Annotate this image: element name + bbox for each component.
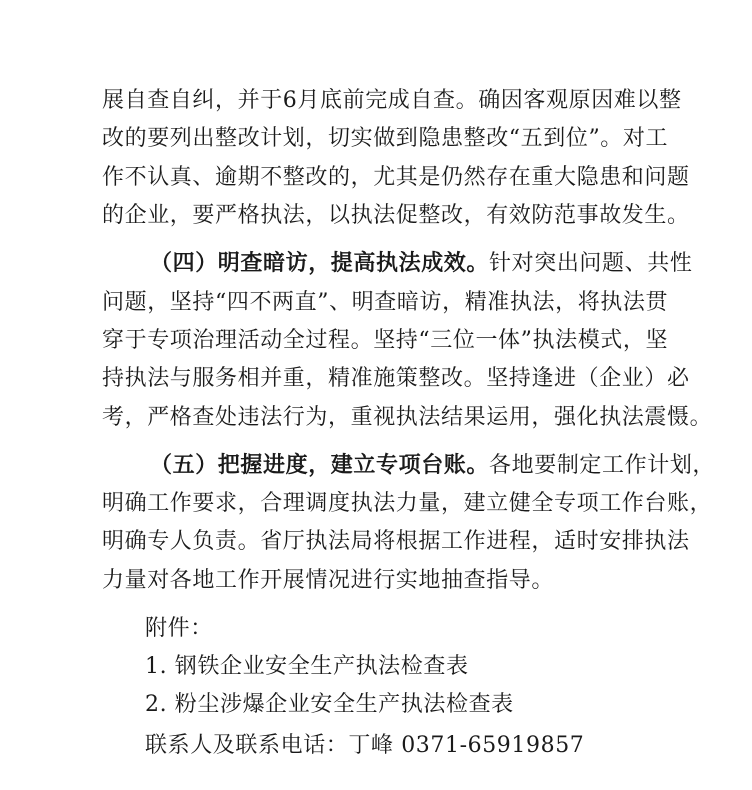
contact-line: 联系人及联系电话：丁峰 0371-65919857 [145, 733, 585, 758]
section-4-first-line [150, 248, 692, 279]
section-5-first-line [150, 450, 715, 481]
paragraph-line: 明确专人负责。省厅执法局将根据工作进程，适时安排执法 [102, 529, 690, 554]
paragraph-line: 考，严格查处违法行为，重视执法结果运用，强化执法震慑。 [102, 405, 713, 430]
paragraph-line: 改的要列出整改计划，切实做到隐患整改“五到位”。对工 [102, 126, 669, 151]
paragraph-line: 的企业，要严格执法，以执法促整改，有效防范事故发生。 [102, 203, 690, 228]
paragraph-line: 穿于专项治理活动全过程。坚持“三位一体”执法模式，坚 [102, 328, 669, 353]
section-5-first-line-text: 各地要制定工作计划， [489, 453, 716, 478]
paragraph-line: 问题，坚持“四不两直”、明查暗访，精准执法，将执法贯 [102, 290, 669, 315]
attachments-label: 附件： [145, 616, 213, 641]
paragraph-line: 力量对各地工作开展情况进行实地抽查指导。 [102, 568, 555, 593]
attachment-item: 2. 粉尘涉爆企业安全生产执法检查表 [145, 692, 514, 717]
attachment-item: 1. 钢铁企业安全生产执法检查表 [145, 654, 469, 679]
paragraph-line: 展自查自纠，并于6月底前完成自查。确因客观原因难以整 [102, 88, 682, 113]
section-4-heading: （四）明查暗访，提高执法成效。 [150, 250, 490, 276]
paragraph-line: 明确工作要求，合理调度执法力量，建立健全专项工作台账， [102, 491, 713, 516]
section-4-first-line-text: 针对突出问题、共性 [489, 251, 693, 276]
section-5-heading: （五）把握进度，建立专项台账。 [150, 452, 490, 478]
paragraph-line: 持执法与服务相并重，精准施策整改。坚持逢进（企业）必 [102, 366, 690, 391]
paragraph-line: 作不认真、逾期不整改的，尤其是仍然存在重大隐患和问题 [102, 165, 690, 190]
